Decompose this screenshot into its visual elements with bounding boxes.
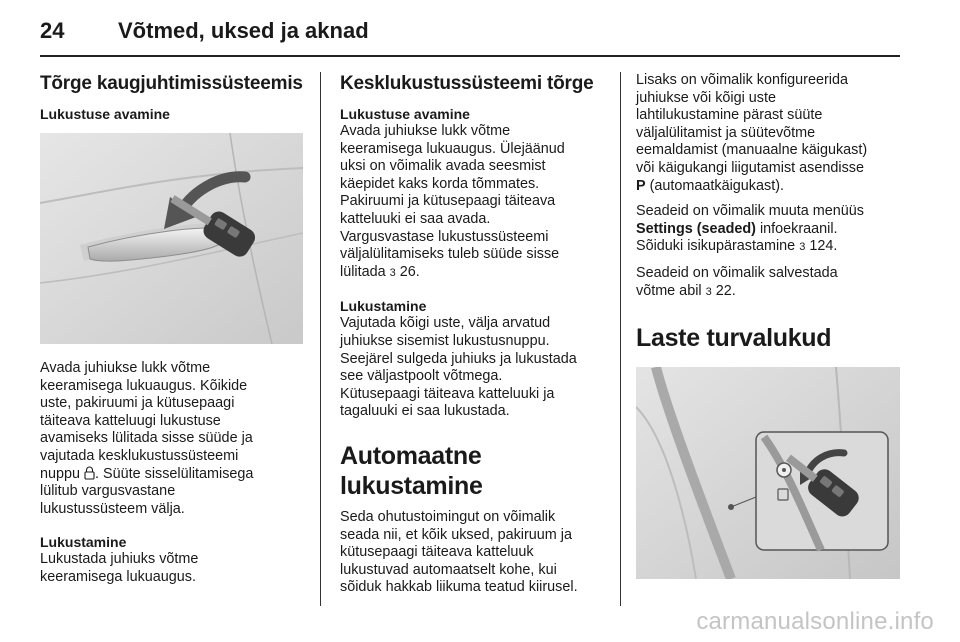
text-line: katteluuki ei saa avada. xyxy=(340,210,491,227)
text-line: võtme abil 3 22. xyxy=(636,282,736,299)
text-line: lahtilukustamine pärast süüte xyxy=(636,107,823,124)
page-number: 24 xyxy=(40,18,65,43)
column-2 xyxy=(340,72,610,597)
col3-paragraph-3 xyxy=(636,265,906,301)
text-line: Lisaks on võimalik konfigureerida xyxy=(636,72,848,88)
text-line: Sõiduki isikupärastamine 3 124. xyxy=(636,238,838,255)
subheading-unlock: Lukustuse avamine xyxy=(40,106,170,122)
section-heading-central-lock-failure: Kesklukustussüsteemi tõrge xyxy=(340,73,594,94)
text-line: sõiduk hakkab liikuma teatud kiirusel. xyxy=(340,579,578,596)
subheading-unlock: Lukustuse avamine xyxy=(340,106,470,122)
text-line: Settings (seaded) infoekraanil. xyxy=(636,220,838,237)
text-line: lukustussüsteem välja. xyxy=(40,500,185,517)
subheading-lock: Lukustamine xyxy=(340,298,427,315)
section-heading-child-locks: Laste turvalukud xyxy=(636,324,832,353)
text-line: käepidet kaks korda tõmmates. xyxy=(340,175,540,192)
text-line: eemaldamist (manuaalne käigukast) xyxy=(636,142,868,159)
section-heading-auto-locking: Automaatne lukustamine xyxy=(340,441,483,500)
col3-paragraph-1 xyxy=(636,72,906,195)
text-line: uste, pakiruumi ja kütusepaagi xyxy=(40,395,235,412)
col1-paragraph-1 xyxy=(40,360,310,518)
text-line: Kütusepaagi täiteava katteluuki ja xyxy=(340,385,555,402)
text-line: lülitub vargusvastane xyxy=(40,483,176,500)
text-line: keeramisega lukuaugus. Ülejäänud xyxy=(340,140,565,157)
lock-icon xyxy=(84,466,95,480)
child-lock-illustration xyxy=(636,367,900,579)
text-line: P (automaatkäigukast). xyxy=(636,177,784,194)
text-line: keeramisega lukuaugus. Kõikide xyxy=(40,377,248,394)
text-line: täiteava katteluugi lukustuse xyxy=(40,412,221,429)
door-handle-key-illustration xyxy=(40,133,303,344)
text-line: Avada juhiukse lukk võtme xyxy=(40,360,211,376)
text-line: vajutada kesklukustussüsteemi xyxy=(40,447,239,464)
text-line: Seda ohutustoimingut on võimalik xyxy=(340,508,556,525)
watermark: carmanualsonline.info xyxy=(696,608,934,635)
text-line: avamiseks lülitada sisse süüde ja xyxy=(40,430,253,447)
text-line: tagaluuki ei saa lukustada. xyxy=(340,403,510,420)
text-line: Seadeid on võimalik muuta menüüs xyxy=(636,203,864,220)
text-line: väljalülitamist ja süütevõtme xyxy=(636,124,816,141)
page-ref-arrow-icon: 3 xyxy=(799,241,806,254)
text-line: nuppu . Süüte sisselülitamisega xyxy=(40,465,254,482)
section-heading-remote-failure: Tõrge kaugjuhtimissüsteemis xyxy=(40,73,303,94)
page-ref-link[interactable]: 26. xyxy=(399,263,420,280)
subheading-lock: Lukustamine xyxy=(40,534,127,551)
column-divider xyxy=(320,72,321,606)
text-line: Lukustada juhiuks võtme xyxy=(40,551,199,568)
menu-item-ref: Settings (seaded) xyxy=(636,220,756,237)
text-line: Vargusvastase lukustussüsteemi xyxy=(340,228,549,245)
col2-paragraph-3 xyxy=(340,509,610,597)
text-line: kütusepaagi täiteava katteluuk xyxy=(340,544,534,561)
text-line: keeramisega lukuaugus. xyxy=(40,568,196,585)
column-divider xyxy=(620,72,621,606)
text-line: lülitada 3 26. xyxy=(340,263,420,280)
page-ref-link[interactable]: 22. xyxy=(715,282,736,299)
column-1 xyxy=(40,72,310,587)
text-line: uksi on võimalik avada seesmist xyxy=(340,158,546,175)
text-line: Vajutada kõigi uste, välja arvatud xyxy=(340,315,551,332)
header-rule xyxy=(40,55,900,57)
text-line: Seadeid on võimalik salvestada xyxy=(636,264,838,281)
text-line: see väljastpoolt võtmega. xyxy=(340,368,503,385)
text-line: juhiukse või kõigi uste xyxy=(636,89,776,106)
text-line: seada nii, et kõik uksed, pakiruum ja xyxy=(340,526,572,543)
page-ref-arrow-icon: 3 xyxy=(389,266,396,279)
text-line: Pakiruumi ja kütusepaagi täiteava xyxy=(340,193,556,210)
text-line: väljalülitamiseks tuleb süüde sisse xyxy=(340,246,560,263)
text-line: Seejärel sulgeda juhiuks ja lukustada xyxy=(340,350,577,367)
col2-paragraph-2 xyxy=(340,315,610,421)
column-3 xyxy=(636,72,906,579)
text-line: Avada juhiukse lukk võtme xyxy=(340,123,511,139)
page-ref-arrow-icon: 3 xyxy=(705,285,712,298)
text-line: lukustuvad automaatselt kohe, kui xyxy=(340,561,557,578)
chapter-title: Võtmed, uksed ja aknad xyxy=(118,18,369,43)
col3-paragraph-2 xyxy=(636,203,906,257)
text-line: juhiukse sisemist lukustusnuppu. xyxy=(340,332,550,349)
col2-paragraph-1 xyxy=(340,123,610,282)
text-line: või käigukangi liigutamist asendisse xyxy=(636,159,864,176)
page-ref-link[interactable]: 124. xyxy=(809,238,838,255)
